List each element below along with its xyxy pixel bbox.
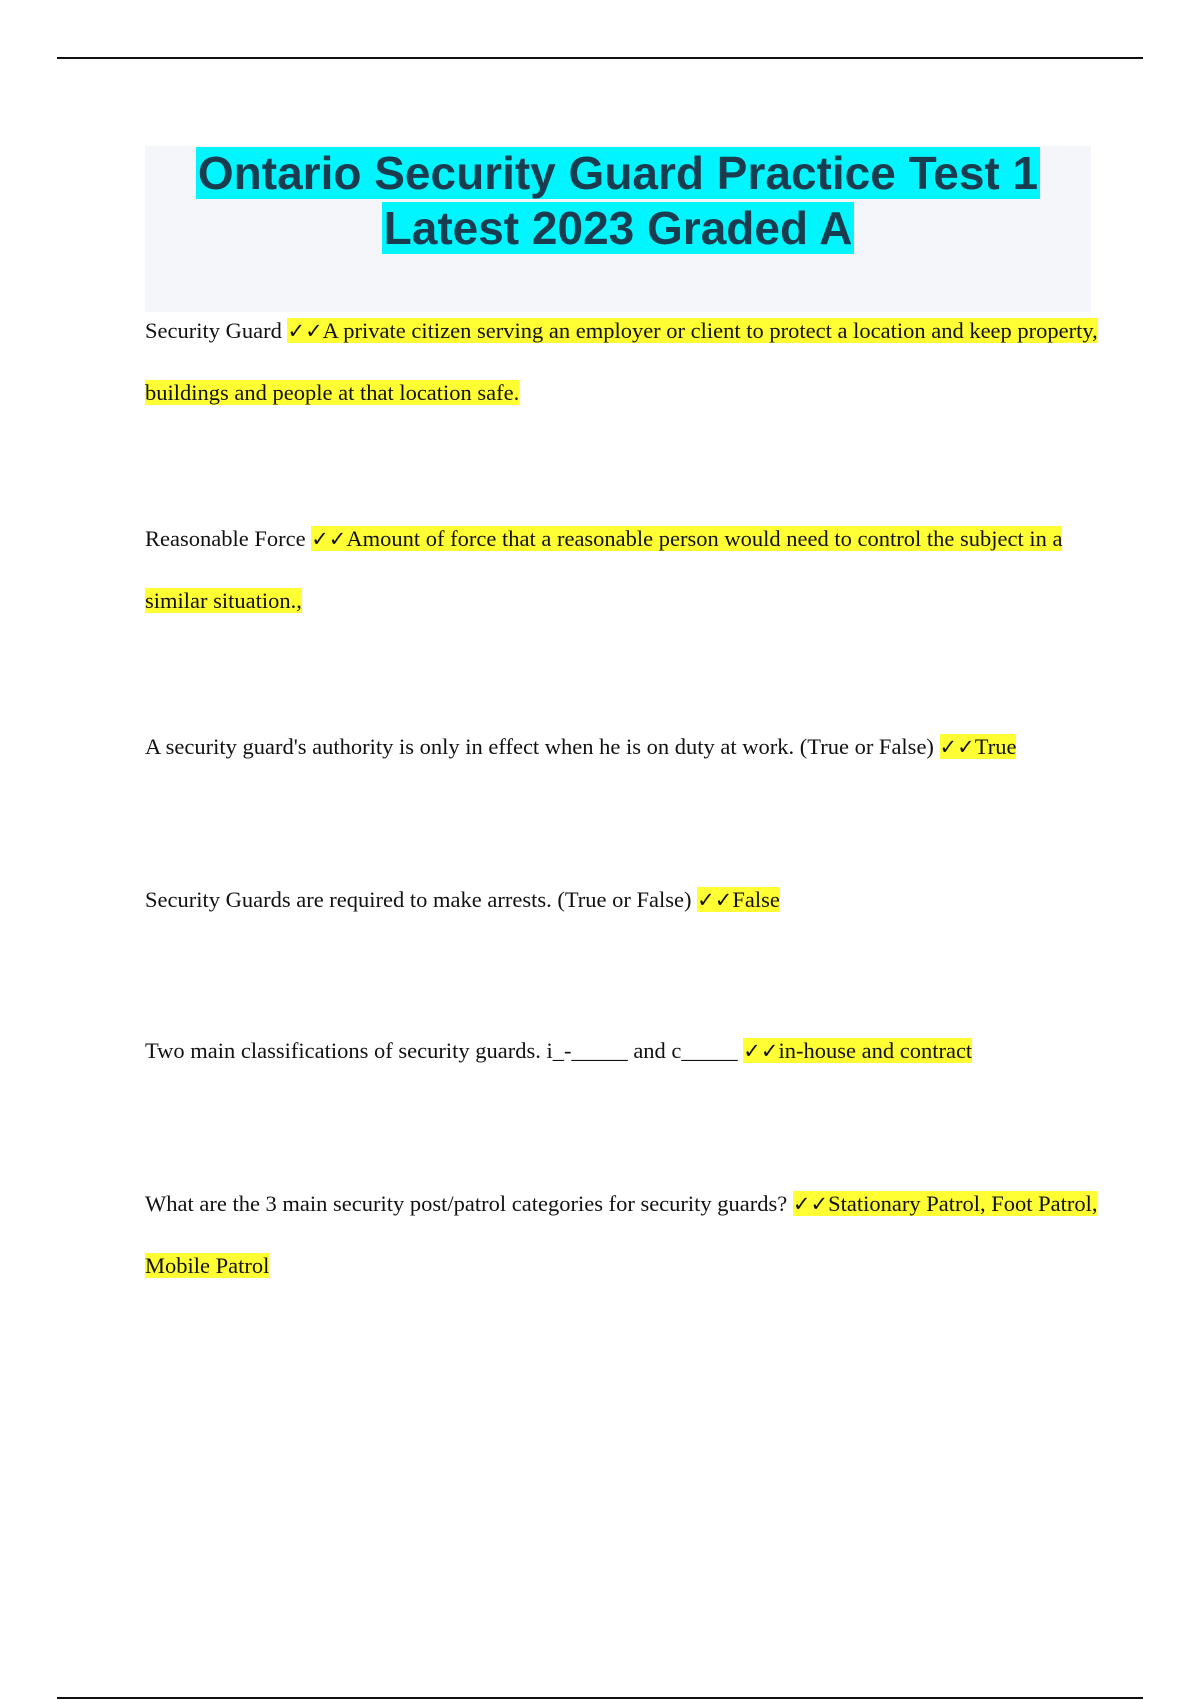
question-text: Reasonable Force	[145, 526, 312, 551]
qa-item-2	[145, 508, 1105, 631]
question-text: Security Guard	[145, 318, 288, 343]
top-rule	[57, 57, 1143, 59]
title-line-2: Latest 2023 Graded A	[383, 202, 853, 254]
question-text: Security Guards are required to make arrests. (True or False)	[145, 887, 698, 912]
double-check-icon: ✓✓	[311, 527, 347, 551]
answer-highlight	[145, 318, 1098, 405]
qa-item-6	[145, 1173, 1105, 1296]
answer-text: False	[732, 887, 780, 912]
qa-item-4	[145, 869, 1105, 931]
answer-text: A private citizen serving an employer or client to protect a location and keep property, buildings and people at that location safe.	[145, 318, 1098, 405]
double-check-icon: ✓✓	[287, 319, 323, 343]
qa-item-1	[145, 300, 1105, 423]
question-text: What are the 3 main security post/patrol categories for security guards?	[145, 1191, 793, 1216]
title-block	[145, 146, 1091, 312]
answer-highlight	[940, 734, 1017, 759]
answer-text: True	[974, 734, 1017, 759]
page-title	[145, 146, 1091, 256]
double-check-icon: ✓✓	[743, 1039, 779, 1063]
double-check-icon: ✓✓	[697, 888, 733, 912]
double-check-icon: ✓✓	[939, 735, 975, 759]
qa-item-5	[145, 1020, 1105, 1082]
answer-text: Stationary Patrol, Foot Patrol, Mobile Patrol	[145, 1191, 1098, 1278]
answer-highlight	[697, 887, 780, 912]
double-check-icon: ✓✓	[792, 1192, 829, 1216]
bottom-rule	[57, 1697, 1143, 1699]
answer-text: Amount of force that a reasonable person would need to control the subject in a similar situation.,	[145, 526, 1063, 613]
answer-highlight	[743, 1038, 972, 1063]
title-line-1: Ontario Security Guard Practice Test 1	[197, 147, 1039, 199]
question-text: A security guard's authority is only in effect when he is on duty at work. (True or False)	[145, 734, 940, 759]
question-text: Two main classifications of security guards. i_-_____ and c_____	[145, 1038, 744, 1063]
answer-text: in-house and contract	[778, 1038, 973, 1063]
qa-item-3	[145, 716, 1145, 778]
